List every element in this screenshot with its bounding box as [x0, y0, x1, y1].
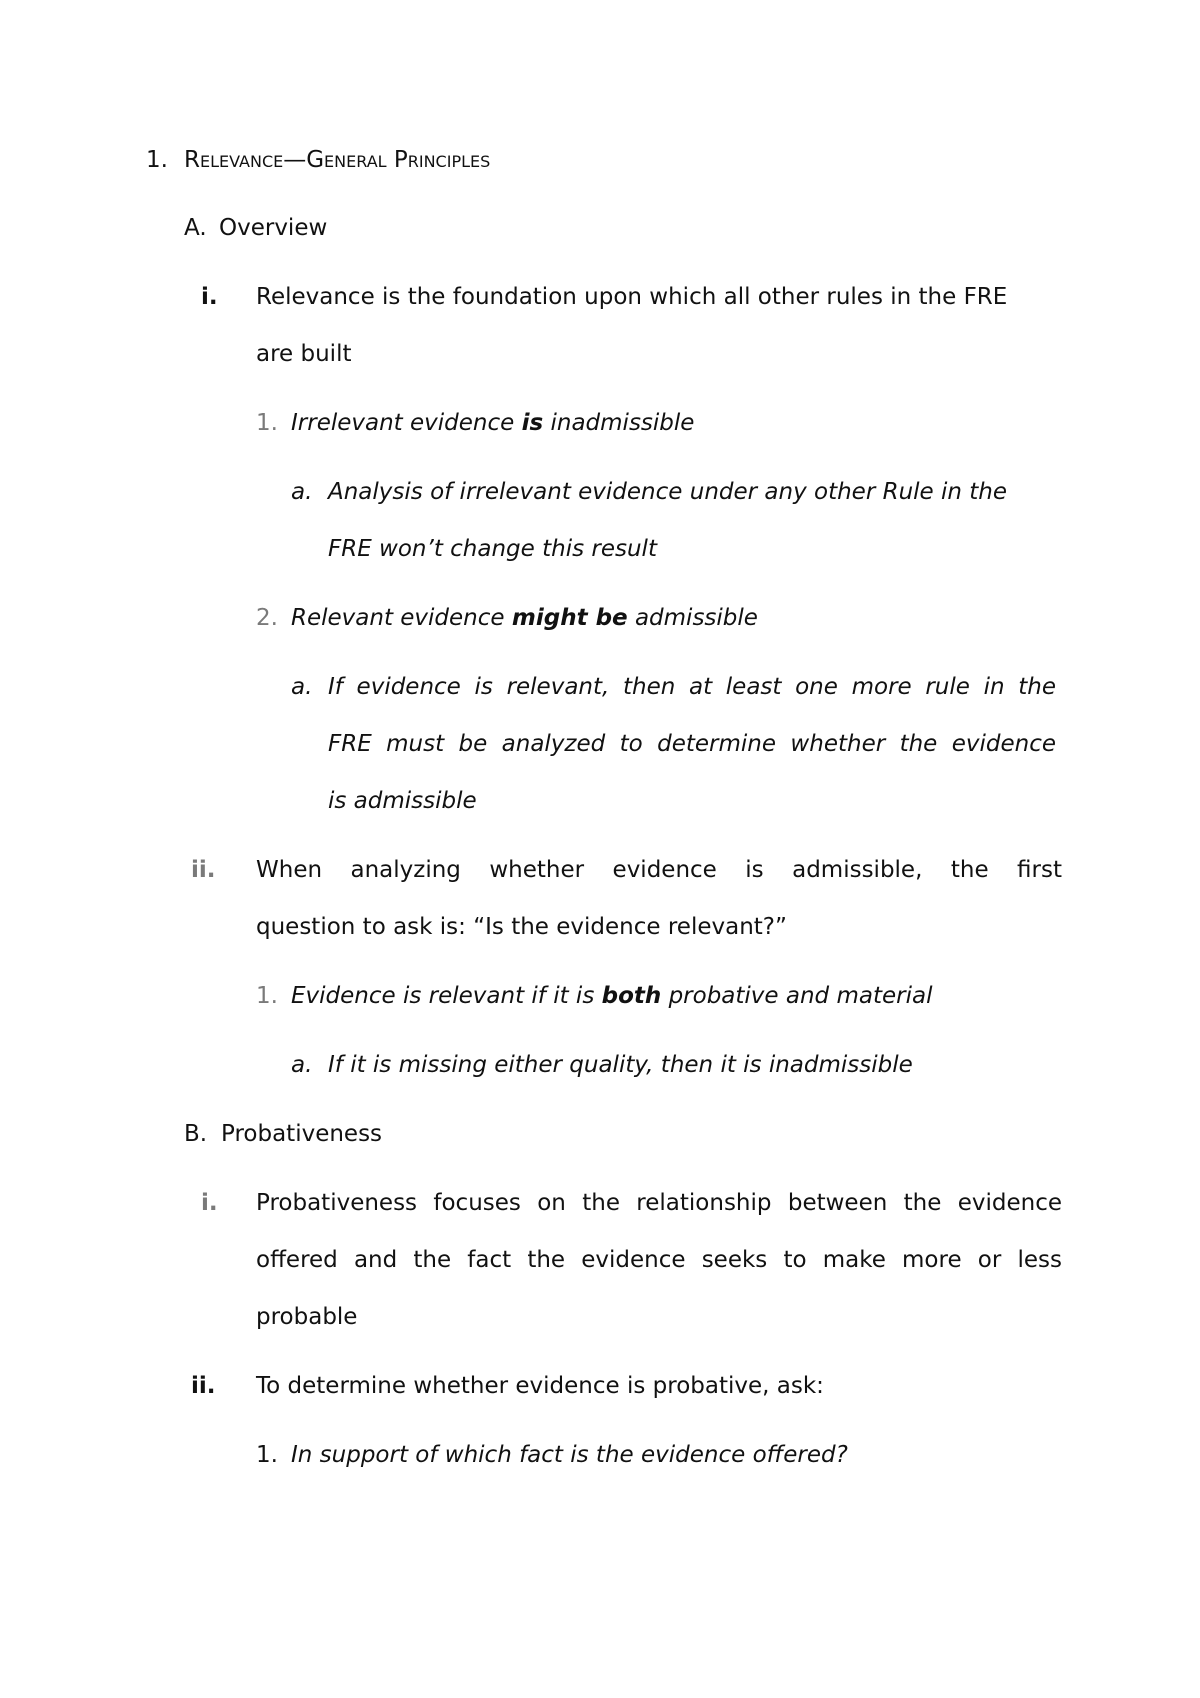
- heading-title: Relevance—General Principles: [184, 147, 491, 173]
- b-ii-line1: To determine whether evidence is probative, ask:: [256, 1373, 824, 1399]
- b-i-line2: offered and the fact the evidence seeks to make more or less: [256, 1247, 1062, 1273]
- a-i-2-pre: Relevant evidence: [291, 605, 512, 631]
- a-i-2-bold: might be: [511, 605, 628, 631]
- a-i-2-text: [291, 603, 758, 633]
- a-i-1-pre: Irrelevant evidence: [291, 410, 522, 436]
- a-i-2-a-line3: is admissible: [328, 788, 477, 814]
- a-ii-1-post: probative and material: [661, 983, 933, 1009]
- b-ii-1-marker: 1.: [256, 1442, 278, 1468]
- b-ii-marker: ii.: [191, 1373, 216, 1399]
- a-ii-1-text: [291, 981, 932, 1011]
- a-i-2-a-line2: FRE must be analyzed to determine whether the evidence: [328, 731, 1056, 757]
- a-ii-line2: question to ask is: “Is the evidence relevant?”: [256, 914, 787, 940]
- section-a-label: A.: [184, 215, 207, 241]
- a-i-1-a-line2: FRE won’t change this result: [328, 536, 657, 562]
- a-i-1-a-line1: Analysis of irrelevant evidence under any other Rule in the: [328, 479, 1008, 505]
- a-i-2-marker: 2.: [256, 605, 278, 631]
- a-i-marker: i.: [201, 284, 218, 310]
- a-ii-1-a-line1: If it is missing either quality, then it is inadmissible: [328, 1052, 913, 1078]
- heading-number: 1.: [146, 147, 168, 173]
- a-ii-1-a-marker: a.: [291, 1052, 313, 1078]
- section-a-title: Overview: [219, 215, 328, 241]
- a-i-2-a-line1: If evidence is relevant, then at least one more rule in the: [328, 674, 1056, 700]
- a-i-1-text: [291, 408, 694, 438]
- b-i-marker: i.: [201, 1190, 218, 1216]
- a-ii-line1: When analyzing whether evidence is admissible, the first: [256, 857, 1062, 883]
- a-i-1-a-marker: a.: [291, 479, 313, 505]
- b-i-line1: Probativeness focuses on the relationship between the evidence: [256, 1190, 1062, 1216]
- b-ii-1-text: In support of which fact is the evidence offered?: [291, 1442, 848, 1468]
- a-i-2-post: admissible: [627, 605, 758, 631]
- a-ii-marker: ii.: [191, 857, 216, 883]
- a-ii-1-bold: both: [601, 983, 662, 1009]
- section-b-label: B.: [184, 1121, 208, 1147]
- b-i-line3: probable: [256, 1304, 358, 1330]
- a-i-1-bold: is: [521, 410, 544, 436]
- a-i-2-a-marker: a.: [291, 674, 313, 700]
- section-b-title: Probativeness: [221, 1121, 383, 1147]
- a-i-1-post: inadmissible: [543, 410, 695, 436]
- a-i-line1: Relevance is the foundation upon which all other rules in the FRE: [256, 284, 1008, 310]
- a-i-1-marker: 1.: [256, 410, 278, 436]
- a-ii-1-pre: Evidence is relevant if it is: [291, 983, 602, 1009]
- a-i-line2: are built: [256, 341, 352, 367]
- a-ii-1-marker: 1.: [256, 983, 278, 1009]
